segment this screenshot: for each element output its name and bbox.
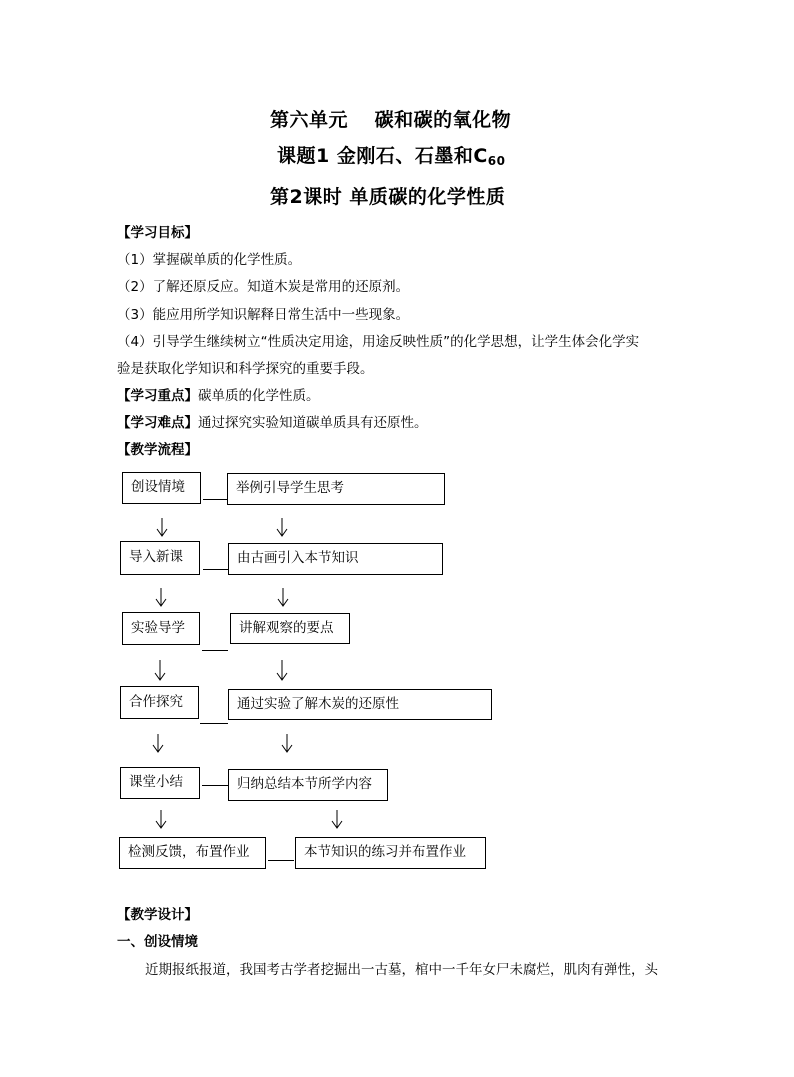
flow-step-2: 导入新课 (120, 541, 200, 575)
key-point-label: 【学习重点】 (117, 388, 198, 404)
down-arrow-icon (277, 518, 287, 536)
down-arrow-icon (282, 734, 292, 752)
flow-step-3: 实验导学 (122, 612, 200, 645)
down-arrow-icon (332, 810, 342, 828)
design-paragraph: 近期报纸报道，我国考古学者挖掘出一古墓，棺中一千年女尸未腐烂，肌肉有弹性，头 (145, 962, 658, 978)
flow-desc-1: 举例引导学生思考 (227, 473, 445, 505)
flow-desc-5: 归纳总结本节所学内容 (228, 769, 388, 801)
down-arrow-icon (155, 660, 165, 680)
flow-step-6: 检测反馈，布置作业 (119, 837, 266, 869)
down-arrow-icon (277, 660, 287, 680)
objective-item-1: （1）掌握碳单质的化学性质。 (117, 252, 302, 268)
down-arrow-icon (156, 810, 166, 828)
flow-desc-6: 本节知识的练习并布置作业 (295, 837, 486, 869)
down-arrow-icon (278, 588, 288, 606)
flow-step-5: 课堂小结 (120, 767, 200, 799)
lesson-title: 第2课时 单质碳的化学性质 (270, 186, 506, 208)
topic-title-subscript: 60 (487, 154, 506, 168)
flow-desc-2: 由古画引入本节知识 (228, 543, 443, 575)
objective-item-3: （3）能应用所学知识解释日常生活中一些现象。 (117, 307, 410, 323)
flow-step-1: 创设情境 (122, 472, 201, 504)
difficulty-label: 【学习难点】 (117, 415, 198, 431)
flow-desc-4: 通过实验了解木炭的还原性 (228, 689, 492, 720)
flow-heading: 【教学流程】 (117, 442, 198, 458)
objective-item-4-cont: 验是获取化学知识和科学探究的重要手段。 (117, 361, 374, 377)
unit-title: 第六单元 碳和碳的氧化物 (270, 109, 512, 131)
down-arrow-icon (153, 734, 163, 752)
flow-step-4: 合作探究 (120, 686, 199, 719)
objectives-heading: 【学习目标】 (117, 225, 198, 241)
flow-desc-3: 讲解观察的要点 (230, 613, 350, 644)
objective-item-2: （2）了解还原反应。知道木炭是常用的还原剂。 (117, 279, 410, 295)
section-1-heading: 一、创设情境 (117, 934, 198, 950)
objective-item-4: （4）引导学生继续树立“性质决定用途，用途反映性质”的化学思想，让学生体会化学实 (117, 334, 640, 350)
down-arrow-icon (157, 518, 167, 536)
difficulty-text: 通过探究实验知道碳单质具有还原性。 (198, 415, 428, 431)
key-point-text: 碳单质的化学性质。 (198, 388, 320, 404)
design-heading: 【教学设计】 (117, 907, 198, 923)
down-arrow-icon (156, 588, 166, 606)
topic-title-text: 课题1 金刚石、石墨和C (277, 145, 488, 167)
